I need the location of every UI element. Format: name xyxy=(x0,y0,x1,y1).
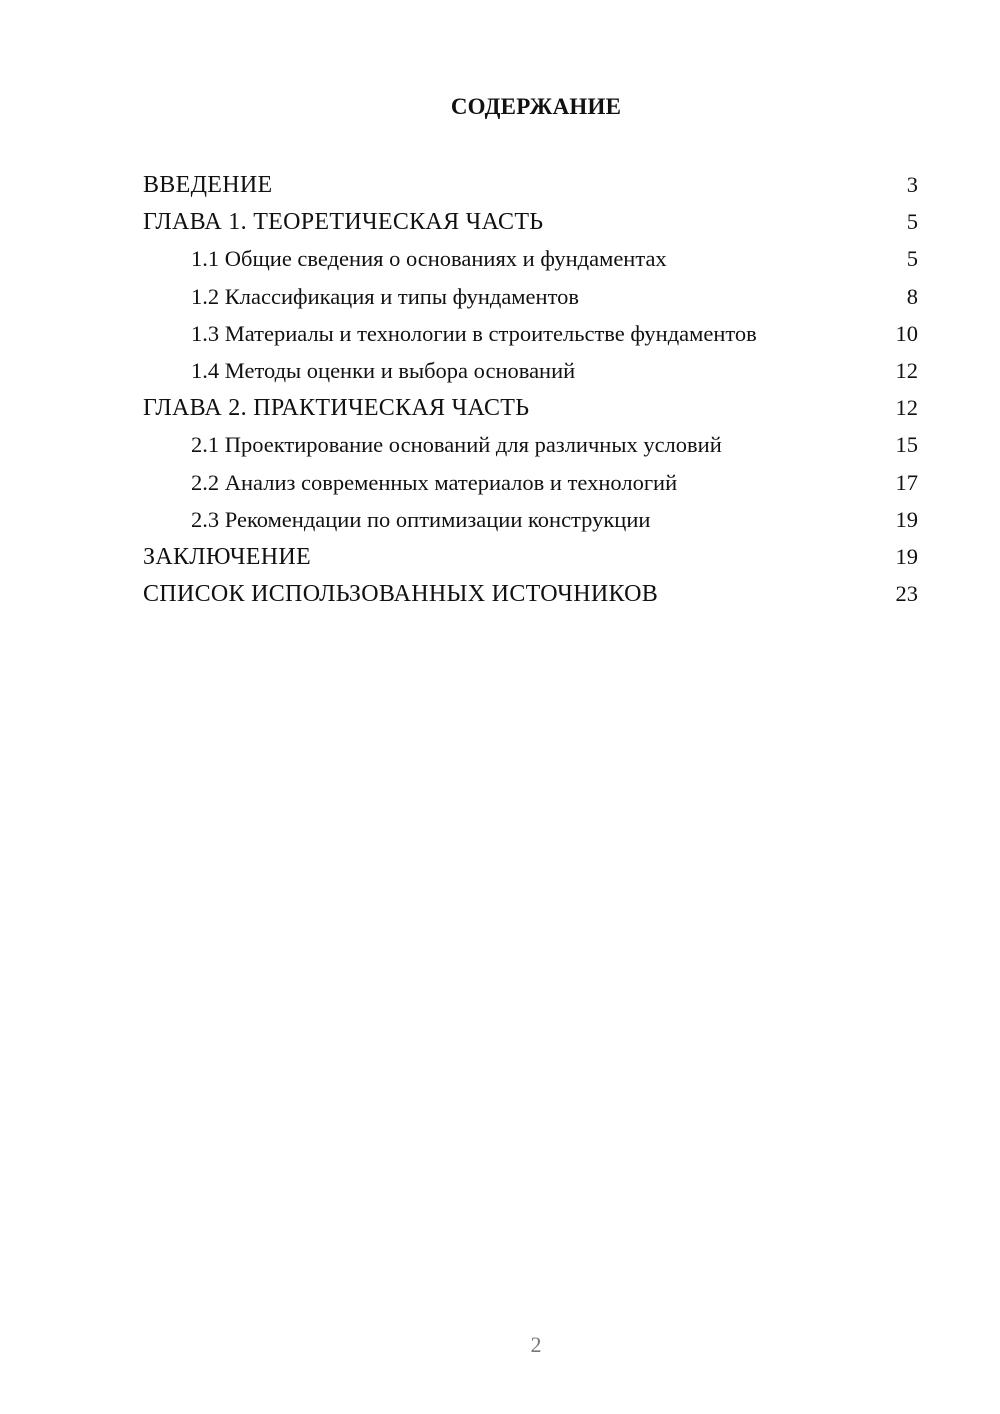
toc-entry-label: 1.3 Материалы и технологии в строительстве фундаментов xyxy=(191,320,757,346)
toc-entry-page: 23 xyxy=(895,581,918,607)
toc-entry-label: СПИСОК ИСПОЛЬЗОВАННЫХ ИСТОЧНИКОВ xyxy=(143,581,659,608)
toc-entry[interactable] xyxy=(143,503,918,540)
toc-entry-page: 19 xyxy=(895,506,918,532)
toc-entry-page: 12 xyxy=(895,357,918,383)
toc-entry-label: ВВЕДЕНИЕ xyxy=(143,172,273,198)
toc-entry-label: 2.2 Анализ современных материалов и технологий xyxy=(191,469,678,495)
table-of-contents xyxy=(143,168,918,614)
toc-entry-label: 2.1 Проектирование оснований для различных условий xyxy=(191,432,722,458)
toc-entry-label: ГЛАВА 2. ПРАКТИЧЕСКАЯ ЧАСТЬ xyxy=(143,395,530,422)
page-number: 2 xyxy=(530,1332,542,1357)
toc-entry-page: 10 xyxy=(895,320,918,346)
toc-entry-label: 1.2 Классификация и типы фундаментов xyxy=(191,283,579,309)
toc-entry[interactable] xyxy=(143,205,918,242)
toc-entry[interactable] xyxy=(143,280,918,317)
toc-entry[interactable] xyxy=(143,428,918,465)
toc-entry[interactable] xyxy=(143,540,918,577)
toc-entry-page: 5 xyxy=(906,246,918,272)
toc-entry-page: 17 xyxy=(895,469,918,495)
toc-entry-page: 8 xyxy=(906,283,918,309)
toc-entry-page: 19 xyxy=(895,543,918,569)
toc-entry-label: 2.3 Рекомендации по оптимизации конструкции xyxy=(191,506,651,532)
toc-entry[interactable] xyxy=(143,354,918,391)
toc-entry-label: ГЛАВА 1. ТЕОРЕТИЧЕСКАЯ ЧАСТЬ xyxy=(143,209,544,236)
toc-entry-page: 15 xyxy=(895,432,918,458)
toc-entry-label: 1.1 Общие сведения о основаниях и фундаментах xyxy=(191,246,667,272)
toc-entry[interactable] xyxy=(143,317,918,354)
toc-entry[interactable] xyxy=(143,577,918,614)
toc-entry[interactable] xyxy=(143,391,918,428)
toc-entry-page: 5 xyxy=(906,209,918,235)
page-title: СОДЕРЖАНИЕ xyxy=(450,94,622,119)
toc-entry-label: 1.4 Методы оценки и выбора оснований xyxy=(191,357,576,383)
toc-entry[interactable] xyxy=(143,168,918,205)
toc-entry-label: ЗАКЛЮЧЕНИЕ xyxy=(143,543,311,570)
toc-entry-page: 12 xyxy=(895,395,918,421)
toc-entry[interactable] xyxy=(143,466,918,503)
toc-entry[interactable] xyxy=(143,242,918,279)
toc-entry-page: 3 xyxy=(906,172,918,197)
